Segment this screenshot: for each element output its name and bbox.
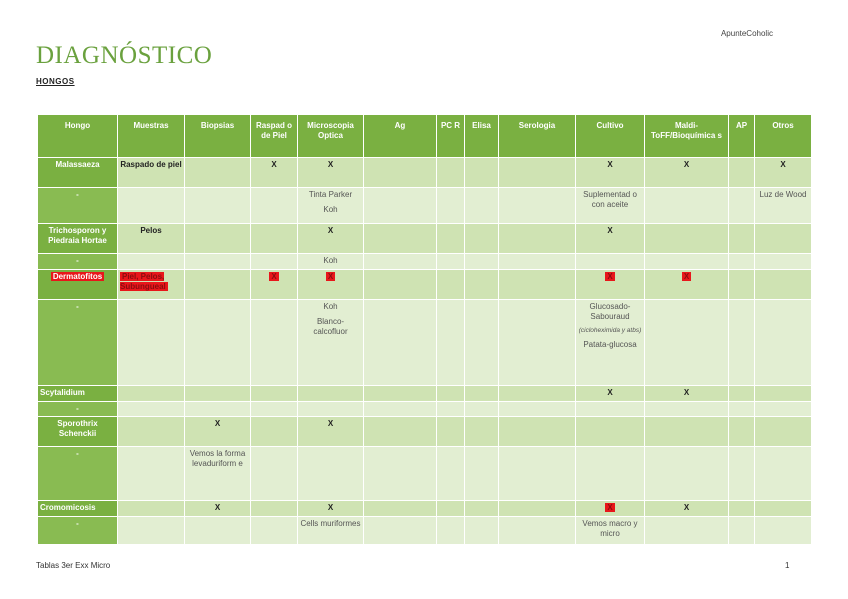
cell-biopsias bbox=[185, 270, 251, 300]
cell-elisa bbox=[465, 188, 499, 224]
cell-muestras bbox=[118, 447, 185, 501]
cell-ag bbox=[364, 270, 437, 300]
cell-pcr bbox=[437, 254, 465, 270]
cell-serologia bbox=[499, 224, 576, 254]
fungus-name: - bbox=[38, 188, 118, 224]
cell-biopsias bbox=[185, 158, 251, 188]
page-title: DIAGNÓSTICO bbox=[36, 42, 213, 69]
header-otros: Otros bbox=[755, 115, 812, 158]
fungus-name: Sporothrix Schenckii bbox=[38, 417, 118, 447]
header-cultivo: Cultivo bbox=[576, 115, 645, 158]
cell-otros: X bbox=[755, 158, 812, 188]
cell-microscopia bbox=[298, 447, 364, 501]
table-row bbox=[38, 402, 812, 417]
cell-cultivo: Vemos macro y micro bbox=[576, 517, 645, 545]
cell-otros bbox=[755, 417, 812, 447]
cell-muestras bbox=[118, 188, 185, 224]
fungus-name: Cromomicosis bbox=[38, 501, 118, 517]
cell-muestras bbox=[118, 501, 185, 517]
cell-elisa bbox=[465, 386, 499, 402]
cell-biopsias bbox=[185, 224, 251, 254]
cell-maldi bbox=[645, 254, 729, 270]
cell-elisa bbox=[465, 254, 499, 270]
cell-ag bbox=[364, 224, 437, 254]
cell-microscopia bbox=[298, 188, 364, 224]
cell-microscopia: Koh bbox=[298, 254, 364, 270]
cell-elisa bbox=[465, 447, 499, 501]
cell-cultivo bbox=[576, 300, 645, 386]
cell-cultivo bbox=[576, 447, 645, 501]
highlighted-mark: X bbox=[607, 272, 613, 281]
cell-muestras bbox=[118, 254, 185, 270]
header-maldi: Maldi-ToFF/Bioquímica s bbox=[645, 115, 729, 158]
cell-microscopia bbox=[298, 402, 364, 417]
cell-raspado bbox=[251, 447, 298, 501]
cell-muestras bbox=[118, 402, 185, 417]
cell-pcr bbox=[437, 402, 465, 417]
cell-muestras bbox=[118, 417, 185, 447]
cell-biopsias: X bbox=[185, 417, 251, 447]
cell-pcr bbox=[437, 224, 465, 254]
cell-biopsias: Vemos la forma levaduriform e bbox=[185, 447, 251, 501]
cell-serologia bbox=[499, 447, 576, 501]
cell-raspado bbox=[251, 254, 298, 270]
highlighted-mark: X bbox=[327, 272, 334, 281]
cell-ap bbox=[729, 270, 755, 300]
cell-maldi bbox=[645, 270, 729, 300]
cell-raspado bbox=[251, 402, 298, 417]
cell-ag bbox=[364, 402, 437, 417]
cell-cultivo: X bbox=[576, 386, 645, 402]
cell-ag bbox=[364, 254, 437, 270]
cell-cultivo bbox=[576, 417, 645, 447]
cell-raspado: X bbox=[251, 158, 298, 188]
microscopia-note: Blanco-calcofluor bbox=[313, 317, 348, 336]
cell-elisa bbox=[465, 224, 499, 254]
cell-serologia bbox=[499, 188, 576, 224]
fungus-name: Scytalidium bbox=[38, 386, 118, 402]
cell-maldi bbox=[645, 224, 729, 254]
diagnosis-table bbox=[37, 114, 812, 545]
cell-muestras bbox=[118, 270, 185, 300]
cell-pcr bbox=[437, 270, 465, 300]
cell-cultivo bbox=[576, 254, 645, 270]
cell-otros bbox=[755, 447, 812, 501]
cell-biopsias bbox=[185, 300, 251, 386]
cell-raspado bbox=[251, 188, 298, 224]
cell-raspado bbox=[251, 501, 298, 517]
cultivo-note: Glucosado-Sabouraud bbox=[589, 302, 631, 321]
header-microscopia: Microscopia Optica bbox=[298, 115, 364, 158]
cell-otros bbox=[755, 517, 812, 545]
cell-serologia bbox=[499, 517, 576, 545]
cell-elisa bbox=[465, 501, 499, 517]
cell-serologia bbox=[499, 386, 576, 402]
cell-muestras bbox=[118, 386, 185, 402]
table-row bbox=[38, 501, 812, 517]
cell-ag bbox=[364, 386, 437, 402]
cultivo-note: (cicloheximida y atbs) bbox=[578, 327, 642, 334]
cell-biopsias bbox=[185, 188, 251, 224]
cell-elisa bbox=[465, 417, 499, 447]
cell-ag bbox=[364, 300, 437, 386]
cell-ap bbox=[729, 224, 755, 254]
table-row bbox=[38, 254, 812, 270]
table-row bbox=[38, 517, 812, 545]
cell-serologia bbox=[499, 270, 576, 300]
cell-pcr bbox=[437, 300, 465, 386]
cell-biopsias bbox=[185, 254, 251, 270]
highlighted-mark: X bbox=[607, 503, 613, 512]
fungus-name: - bbox=[38, 402, 118, 417]
fungus-name bbox=[38, 270, 118, 300]
table-row bbox=[38, 158, 812, 188]
cell-pcr bbox=[437, 517, 465, 545]
cell-ag bbox=[364, 188, 437, 224]
cell-ap bbox=[729, 447, 755, 501]
cell-microscopia bbox=[298, 386, 364, 402]
cell-maldi bbox=[645, 447, 729, 501]
cell-raspado bbox=[251, 270, 298, 300]
cell-pcr bbox=[437, 386, 465, 402]
header-hongo: Hongo bbox=[38, 115, 118, 158]
cell-biopsias: X bbox=[185, 501, 251, 517]
cell-cultivo bbox=[576, 501, 645, 517]
cell-biopsias bbox=[185, 517, 251, 545]
highlighted-name: Dermatofitos bbox=[52, 272, 103, 281]
section-subtitle: HONGOS bbox=[36, 77, 75, 86]
cell-cultivo: X bbox=[576, 158, 645, 188]
header-raspado: Raspad o de Piel bbox=[251, 115, 298, 158]
header-biopsias: Biopsias bbox=[185, 115, 251, 158]
header-ap: AP bbox=[729, 115, 755, 158]
cell-microscopia bbox=[298, 300, 364, 386]
cell-muestras: Raspado de piel bbox=[118, 158, 185, 188]
cell-muestras bbox=[118, 300, 185, 386]
cell-maldi: X bbox=[645, 386, 729, 402]
cell-otros bbox=[755, 254, 812, 270]
cell-pcr bbox=[437, 447, 465, 501]
fungus-name: - bbox=[38, 300, 118, 386]
cell-serologia bbox=[499, 402, 576, 417]
page-number: 1 bbox=[785, 561, 790, 570]
cell-elisa bbox=[465, 517, 499, 545]
cell-elisa bbox=[465, 270, 499, 300]
cell-pcr bbox=[437, 158, 465, 188]
fungus-name: - bbox=[38, 254, 118, 270]
cell-cultivo: X bbox=[576, 224, 645, 254]
cell-microscopia: X bbox=[298, 501, 364, 517]
header-muestras: Muestras bbox=[118, 115, 185, 158]
cell-microscopia bbox=[298, 270, 364, 300]
cell-otros bbox=[755, 402, 812, 417]
cell-cultivo bbox=[576, 270, 645, 300]
highlighted-mark: X bbox=[683, 272, 690, 281]
cell-raspado bbox=[251, 417, 298, 447]
cell-ap bbox=[729, 300, 755, 386]
microscopia-note: Koh bbox=[323, 302, 338, 311]
cell-maldi bbox=[645, 517, 729, 545]
cell-ag bbox=[364, 158, 437, 188]
cell-biopsias bbox=[185, 386, 251, 402]
table-header-row bbox=[38, 115, 812, 158]
table-row bbox=[38, 447, 812, 501]
microscopia-note: Koh bbox=[323, 205, 338, 214]
cell-elisa bbox=[465, 158, 499, 188]
cell-maldi bbox=[645, 188, 729, 224]
cell-ap bbox=[729, 501, 755, 517]
cell-ag bbox=[364, 417, 437, 447]
highlighted-muestras: Piel, Pelos, Subungueal bbox=[120, 272, 166, 291]
cell-raspado bbox=[251, 224, 298, 254]
cell-cultivo bbox=[576, 402, 645, 417]
fungus-name: - bbox=[38, 447, 118, 501]
table-row bbox=[38, 188, 812, 224]
cell-otros bbox=[755, 300, 812, 386]
cell-ap bbox=[729, 254, 755, 270]
cell-otros bbox=[755, 386, 812, 402]
cell-raspado bbox=[251, 300, 298, 386]
cell-ap bbox=[729, 417, 755, 447]
cell-elisa bbox=[465, 402, 499, 417]
cell-microscopia: Cells muriformes bbox=[298, 517, 364, 545]
cell-otros bbox=[755, 270, 812, 300]
header-ag: Ag bbox=[364, 115, 437, 158]
table-row bbox=[38, 386, 812, 402]
cell-serologia bbox=[499, 254, 576, 270]
cell-pcr bbox=[437, 501, 465, 517]
cell-microscopia: X bbox=[298, 417, 364, 447]
cell-serologia bbox=[499, 417, 576, 447]
cell-ap bbox=[729, 402, 755, 417]
cell-otros bbox=[755, 501, 812, 517]
header-elisa: Elisa bbox=[465, 115, 499, 158]
footer-document-name: Tablas 3er Exx Micro bbox=[36, 561, 111, 570]
cell-ag bbox=[364, 517, 437, 545]
table-row bbox=[38, 270, 812, 300]
cell-elisa bbox=[465, 300, 499, 386]
header-serologia: Serologia bbox=[499, 115, 576, 158]
cell-ap bbox=[729, 517, 755, 545]
cell-serologia bbox=[499, 501, 576, 517]
cell-pcr bbox=[437, 188, 465, 224]
cell-otros: Luz de Wood bbox=[755, 188, 812, 224]
cell-biopsias bbox=[185, 402, 251, 417]
cell-raspado bbox=[251, 517, 298, 545]
table-row bbox=[38, 300, 812, 386]
cultivo-note: Patata-glucosa bbox=[583, 340, 637, 349]
cell-muestras: Pelos bbox=[118, 224, 185, 254]
cell-maldi bbox=[645, 300, 729, 386]
cell-maldi bbox=[645, 402, 729, 417]
cell-ap bbox=[729, 158, 755, 188]
author-label: ApunteCoholic bbox=[720, 29, 773, 38]
cell-microscopia: X bbox=[298, 158, 364, 188]
table-row bbox=[38, 224, 812, 254]
cell-cultivo: Suplementad o con aceite bbox=[576, 188, 645, 224]
cell-muestras bbox=[118, 517, 185, 545]
cell-maldi bbox=[645, 417, 729, 447]
header-pcr: PC R bbox=[437, 115, 465, 158]
cell-ap bbox=[729, 386, 755, 402]
cell-ag bbox=[364, 447, 437, 501]
cell-pcr bbox=[437, 417, 465, 447]
cell-serologia bbox=[499, 300, 576, 386]
cell-maldi: X bbox=[645, 501, 729, 517]
fungus-name: Trichosporon y Piedraia Hortae bbox=[38, 224, 118, 254]
cell-raspado bbox=[251, 386, 298, 402]
microscopia-note: Tinta Parker bbox=[308, 190, 353, 199]
fungus-name: - bbox=[38, 517, 118, 545]
cell-serologia bbox=[499, 158, 576, 188]
fungus-name: Malassaeza bbox=[38, 158, 118, 188]
table-row bbox=[38, 417, 812, 447]
cell-maldi: X bbox=[645, 158, 729, 188]
cell-ap bbox=[729, 188, 755, 224]
cell-microscopia: X bbox=[298, 224, 364, 254]
highlighted-mark: X bbox=[271, 272, 277, 281]
cell-ag bbox=[364, 501, 437, 517]
cell-otros bbox=[755, 224, 812, 254]
